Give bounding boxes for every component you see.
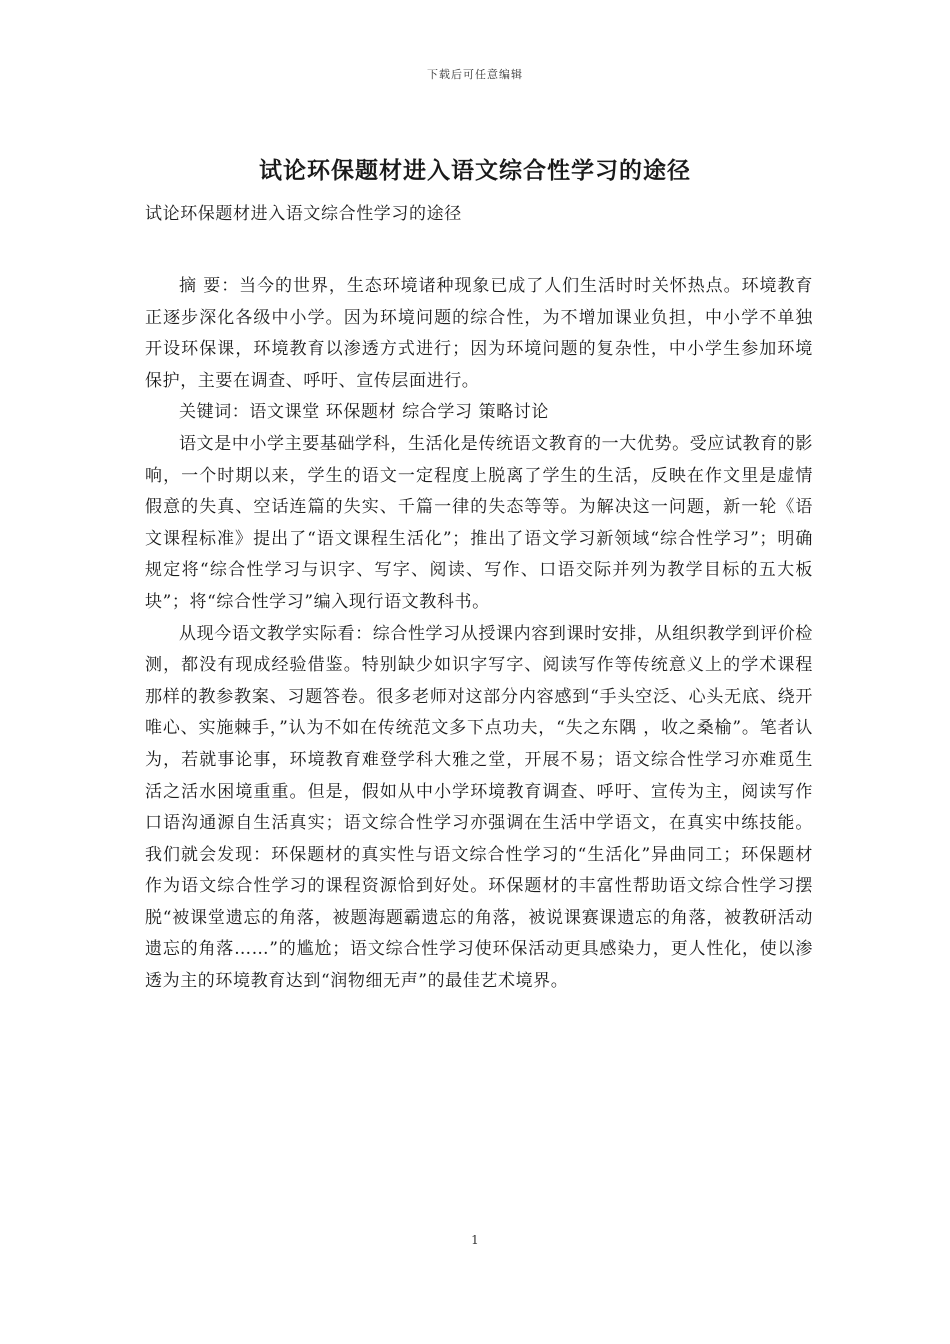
- document-body: [145, 271, 813, 998]
- keywords-paragraph: 关键词：语文课堂 环保题材 综合学习 策略讨论: [179, 402, 550, 423]
- page-number: 1: [471, 1233, 479, 1247]
- body-paragraph: 从现今语文教学实际看：综合性学习从授课内容到课时安排，从组织教学到评价检测，都没有现成经验借鉴。特别缺少如识字写字、阅读写作等传统意义上的学术课程那样的教参教案、习题答卷。很多老师对这部分内容感到“手头空泛、心头无底、绕开唯心、实施棘手，”认为不如在传统范文多下点功夫，“失之东隅 ，收之桑榆”。笔者认为，若就事论事，环境教育难登学科大雅之堂，开展不易；语文综合性学习亦难觅生活之活水困境重重。但是，假如从中小学环境教育调查、呼吁、宣传为主，阅读写作口语沟通源自生活真实；语文综合性学习亦强调在生活中学语文，在真实中练技能。我们就会发现：环保题材的真实性与语文综合性学习的“生活化”异曲同工；环保题材作为语文综合性学习的课程资源恰到好处。环保题材的丰富性帮助语文综合性学习摆脱“被课堂遗忘的角落，被题海题霸遗忘的角落，被说课赛课遗忘的角落，被教研活动遗忘的角落……”的尴尬；语文综合性学习使环保活动更具感染力，更人性化，使以渗透为主的环境教育达到“润物细无声”的最佳艺术境界。: [145, 623, 813, 992]
- body-paragraph: 语文是中小学主要基础学科，生活化是传统语文教育的一大优势。受应试教育的影响，一个时期以来，学生的语文一定程度上脱离了学生的生活，反映在作文里是虚情假意的失真、空话连篇的失实、千篇一律的失态等等。为解决这一问题，新一轮《语文课程标准》提出了“语文课程生活化”；推出了语文学习新领域“综合性学习”；明确规定将“综合性学习与识字、写字、阅读、写作、口语交际并列为教学目标的五大板块”；将“综合性学习”编入现行语文教科书。: [145, 433, 813, 612]
- abstract-paragraph: 摘 要：当今的世界，生态环境诸种现象已成了人们生活时时关怀热点。环境教育正逐步深化各级中小学。因为环境问题的综合性，为不增加课业负担，中小学不单独开设环保课，环境教育以渗透方式进行；因为环境问题的复杂性，中小学生参加环境保护，主要在调查、呼吁、宣传层面进行。: [145, 276, 813, 391]
- document-title: 试论环保题材进入语文综合性学习的途径: [259, 157, 691, 184]
- document-subtitle: 试论环保题材进入语文综合性学习的途径: [145, 204, 462, 224]
- header-note: 下载后可任意编辑: [427, 68, 523, 81]
